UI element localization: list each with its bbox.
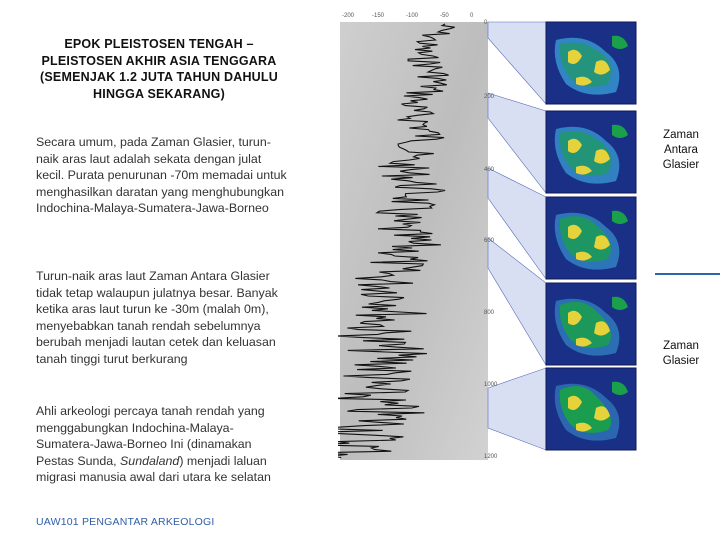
p3-text-end: ) menjadi laluan migrasi manusia awal dari utara ke selatan [36,453,271,485]
paragraph-glacial-sea-level: Secara umum, pada Zaman Glasier, turun-naik aras laut adalah sekata dengan julat kecil. Purata penurunan -70m memadai untuk menghasilkan daratan yang menghubungkan Indochina-Malaya-Sumatera-Jawa-Borneo [36,135,287,216]
sundaland-map [546,111,636,193]
left-axis-tick: 200 [484,94,495,100]
slide-title: EPOK PLEISTOSEN TENGAH – PLEISTOSEN AKHIR ASIA TENGGARA (SEMENJAK 1.2 JUTA TAHUN DAHULU HINGGA SEKARANG) [40,37,278,101]
label-glacial: Zaman Glasier [662,340,700,367]
sundaland-map [546,197,636,279]
section-divider [655,273,720,275]
connector-wedge [488,368,546,450]
top-axis-tick: -50 [440,13,449,19]
sea-level-map-figure [338,8,638,460]
sundaland-map [546,368,636,450]
paragraph-interglacial-sea-level: Turun-naik aras laut Zaman Antara Glasier tidak tetap walaupun julatnya besar. Banyak ketika aras laut turun ke -30m (malah 0m), menyebabkan tanah rendah sebelumnya berubah menjadi lautan cetek dan keluasan tanah tinggi turut berkurang [36,269,278,366]
p3-text-start: Ahli arkeologi percaya tanah rendah yang menggabungkan Indochina-Malaya-Sumatera-Jawa-Borneo Ini (dinamakan Pestas Sunda, [36,404,265,468]
top-axis-tick: -150 [372,13,385,19]
left-axis-tick: 400 [484,167,495,173]
label-interglacial: Zaman Antara Glasier [662,129,700,171]
left-axis-tick: 800 [484,310,495,316]
left-axis-tick: 0 [484,20,488,26]
sundaland-map [546,22,636,104]
left-axis-tick: 1200 [484,454,498,460]
top-axis-tick: -100 [406,13,419,19]
sundaland-term: Sundaland [120,453,180,468]
sea-level-figure [338,8,638,460]
course-footer: UAW101 PENGANTAR ARKEOLOGI [36,516,215,528]
left-axis-tick: 1000 [484,382,498,388]
connector-wedge [488,22,546,104]
top-axis-tick: -200 [342,13,355,19]
paragraph-sundaland-migration [36,403,288,486]
top-axis-tick: 0 [470,13,474,19]
left-axis-tick: 600 [484,238,495,244]
sundaland-map [546,283,636,365]
